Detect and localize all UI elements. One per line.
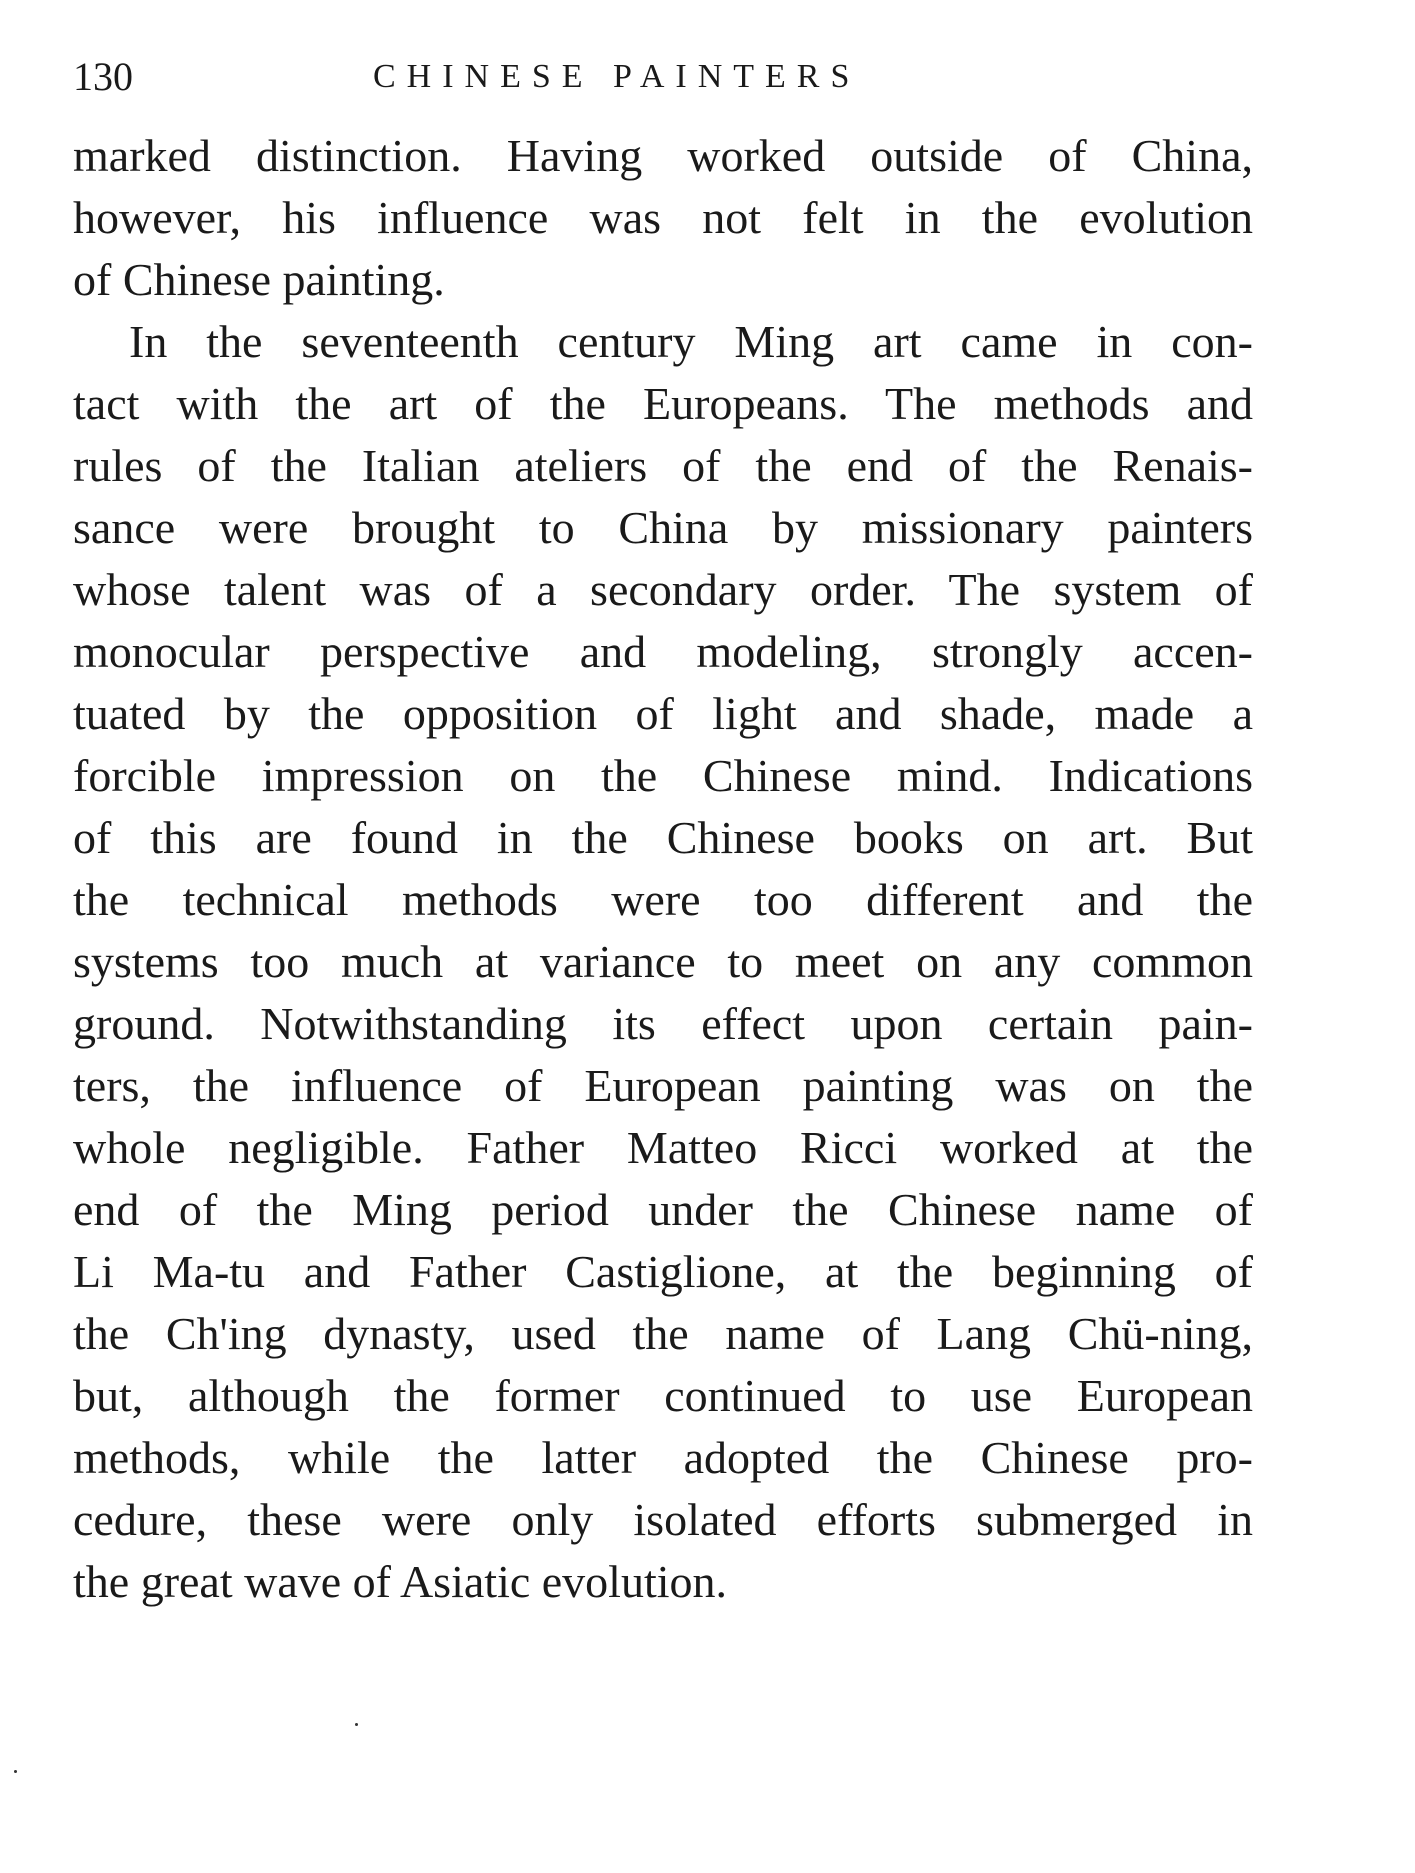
body-text <box>73 125 1253 1613</box>
text-line: methods, while the latter adopted the Chinese pro- <box>73 1432 1253 1483</box>
text-line: rules of the Italian ateliers of the end of the Renais- <box>73 440 1253 491</box>
text-line: however, his influence was not felt in the evolution <box>73 192 1253 243</box>
running-title: CHINESE PAINTERS <box>373 58 861 95</box>
text-line: the great wave of Asiatic evolution. <box>73 1556 728 1607</box>
text-line: the Ch'ing dynasty, used the name of Lang Chü-ning, <box>73 1308 1253 1359</box>
text-line: whole negligible. Father Matteo Ricci worked at the <box>73 1122 1253 1173</box>
text-line: ters, the influence of European painting was on the <box>73 1060 1253 1111</box>
paragraph-1 <box>73 125 1253 311</box>
text-line: tuated by the opposition of light and shade, made a <box>73 688 1253 739</box>
running-head <box>73 52 1253 102</box>
text-line: ground. Notwithstanding its effect upon certain pain- <box>73 998 1253 1049</box>
text-line: the technical methods were too different and the <box>73 874 1253 925</box>
text-line: cedure, these were only isolated efforts submerged in <box>73 1494 1253 1545</box>
text-line: In the seventeenth century Ming art came in con- <box>129 316 1253 367</box>
text-line: but, although the former continued to use European <box>73 1370 1253 1421</box>
text-line: of Chinese painting. <box>73 254 445 305</box>
text-line: of this are found in the Chinese books on art. But <box>73 812 1253 863</box>
text-line: Li Ma-tu and Father Castiglione, at the beginning of <box>73 1246 1253 1297</box>
text-line: monocular perspective and modeling, strongly accen- <box>73 626 1253 677</box>
text-line: tact with the art of the Europeans. The methods and <box>73 378 1253 429</box>
scan-speck <box>14 1770 17 1773</box>
page-number: 130 <box>73 54 133 99</box>
text-line: sance were brought to China by missionary painters <box>73 502 1253 553</box>
scan-speck <box>355 1723 358 1726</box>
text-line: whose talent was of a secondary order. The system of <box>73 564 1253 615</box>
text-line: systems too much at variance to meet on any common <box>73 936 1253 987</box>
text-line: marked distinction. Having worked outside of China, <box>73 130 1253 181</box>
paragraph-2 <box>73 311 1253 1613</box>
text-line: end of the Ming period under the Chinese name of <box>73 1184 1253 1235</box>
text-line: forcible impression on the Chinese mind. Indications <box>73 750 1253 801</box>
